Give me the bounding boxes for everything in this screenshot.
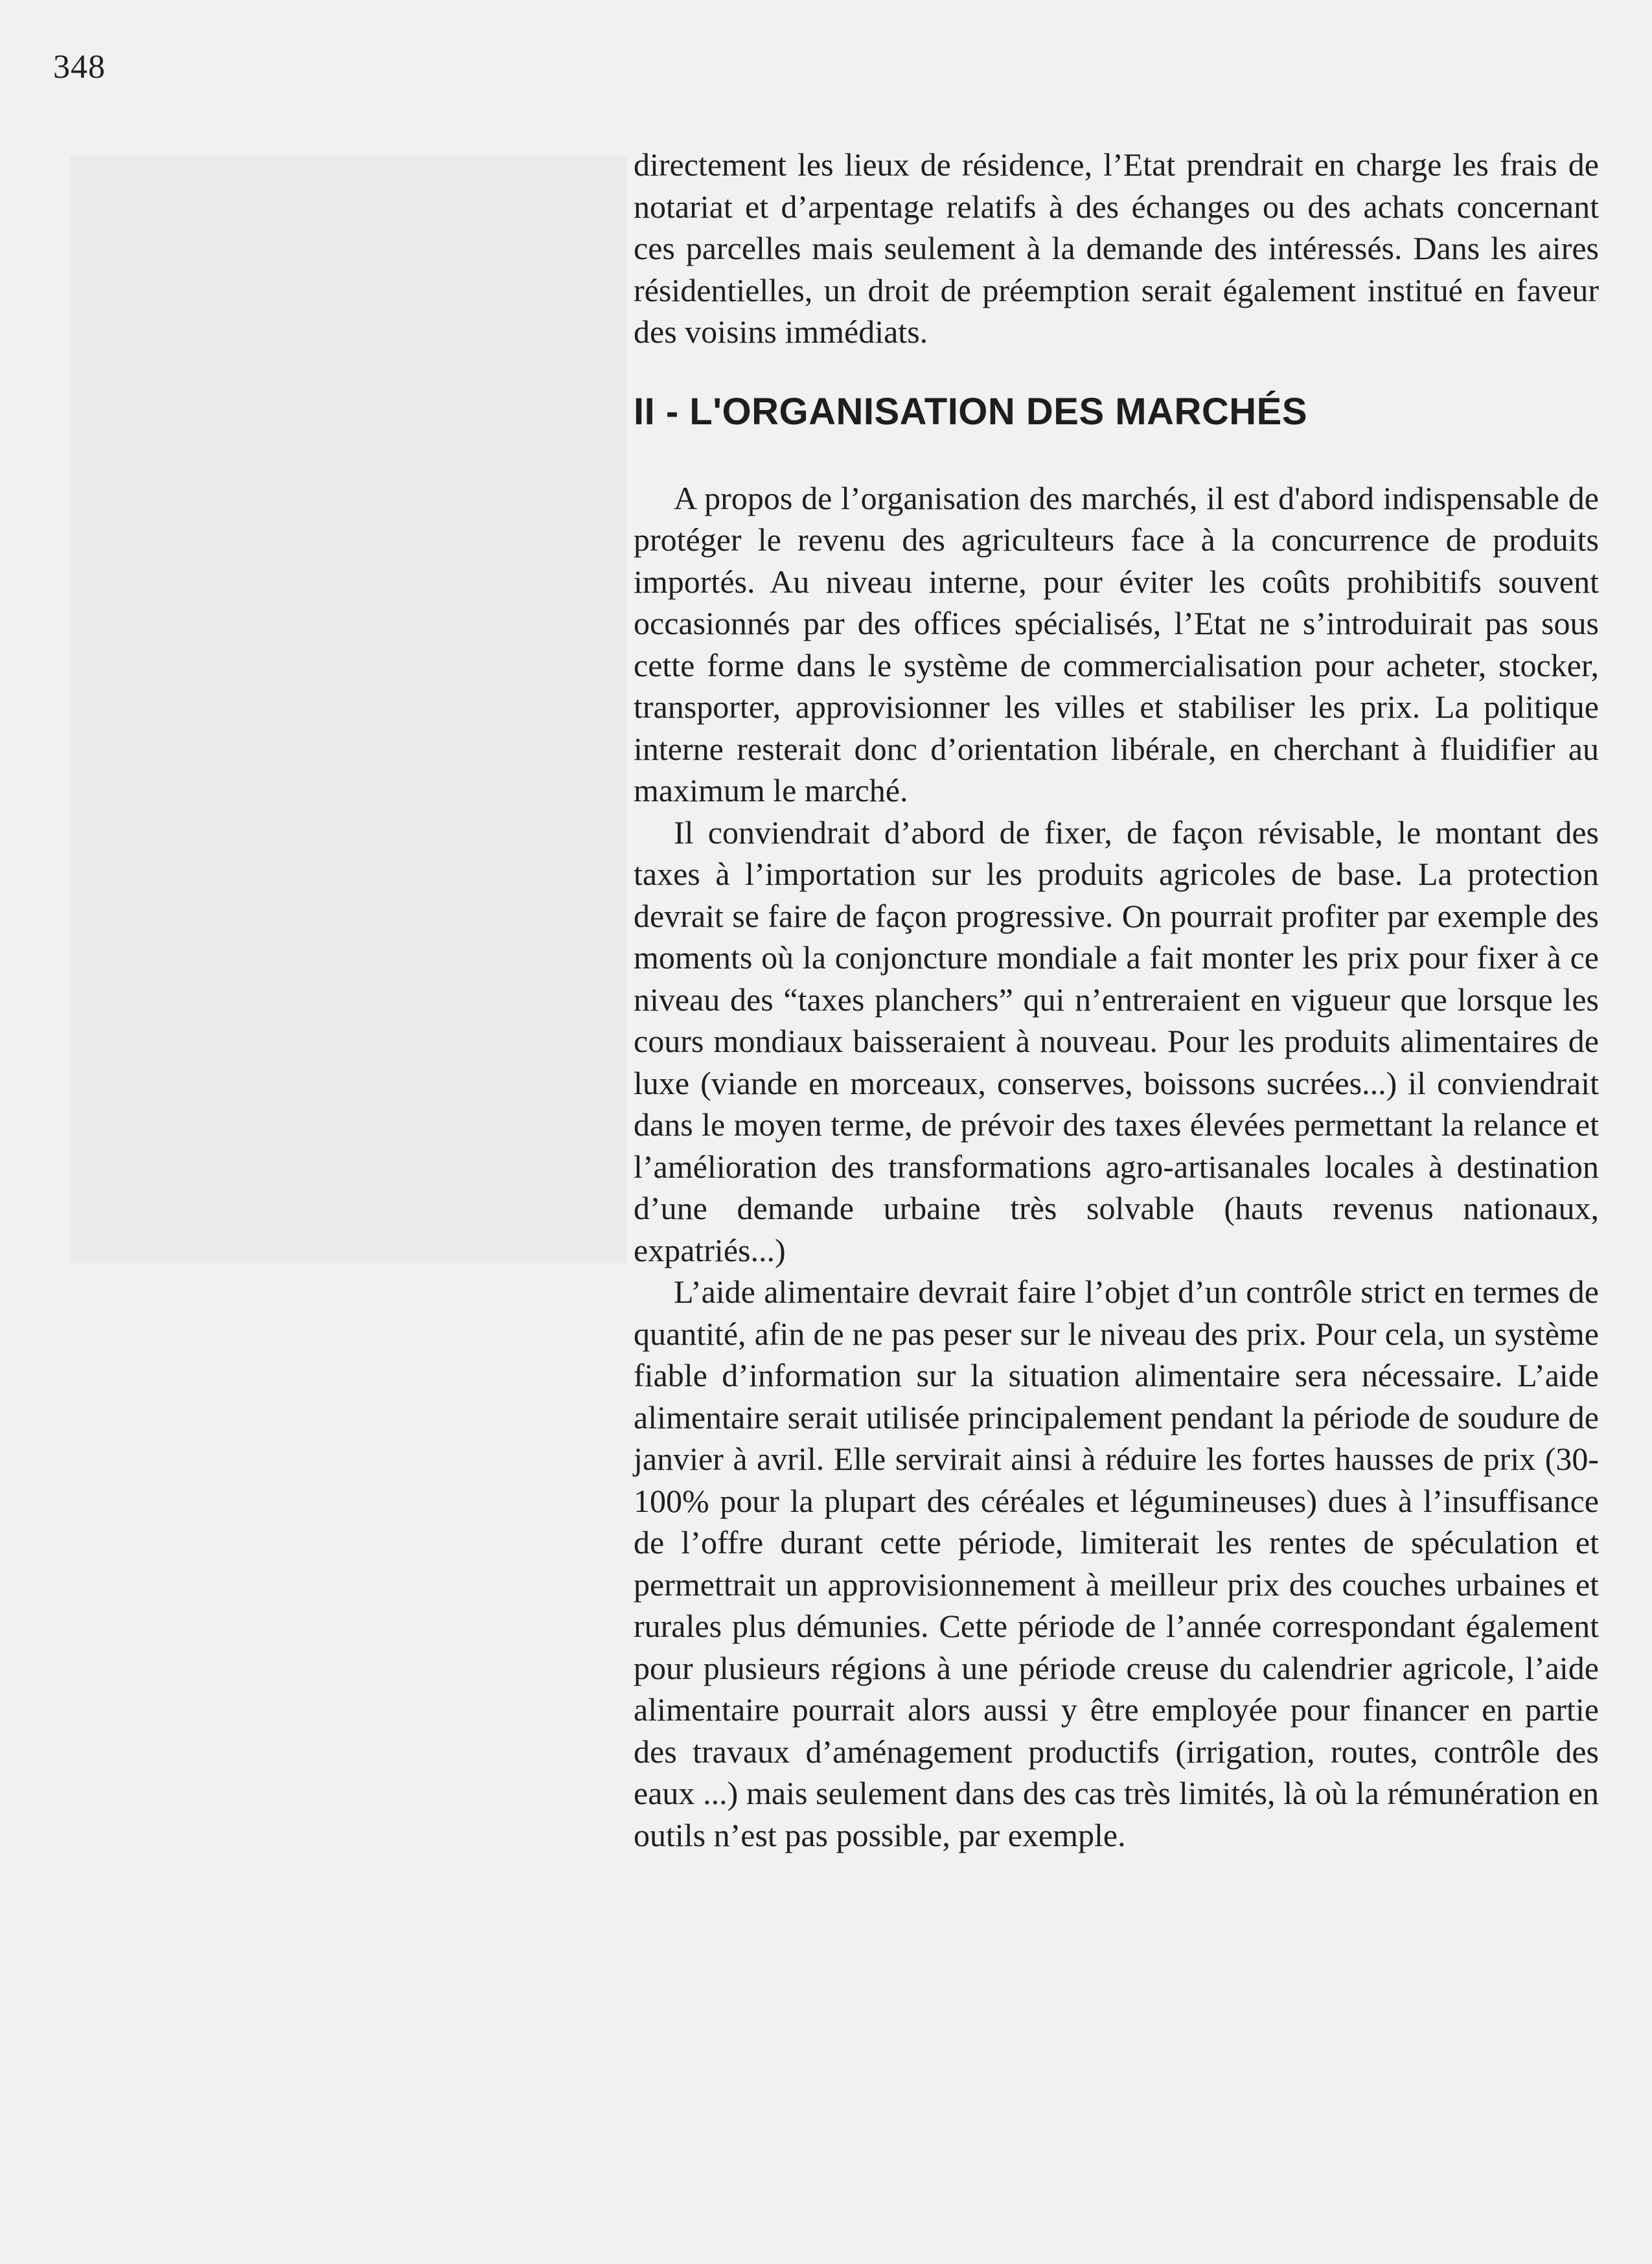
paragraph-markets: A propos de l’organisation des marchés, il est d'abord indispensable de protéger le revenu des agriculteurs face à la concurrence de produits importés. Au niveau interne, pour éviter les coûts prohibitifs souvent occasionnés par des offices spécialisés, l’Etat ne s’introduirait pas sous cette forme dans le système de commercialisation pour acheter, stocker, transporter, approvisionner les villes et stabiliser les prix. La politique interne resterait donc d’orientation libérale, en cherchant à fluidifier au maximum le marché. [634,479,1599,808]
page-number: 348 [53,49,106,86]
margin-shadow [70,155,627,1263]
paragraph-import-taxes: Il conviendrait d’abord de fixer, de façon révisable, le montant des taxes à l’importation sur les produits agricoles de base. La protection devrait se faire de façon progressive. On pourrait profiter par exemple des moments où la conjoncture mondiale a fait monter les prix pour fixer à ce niveau des “taxes planchers” qui n’entreraient en vigueur que lorsque les cours mondiaux baisseraient à nouveau. Pour les produits alimentaires de luxe (viande en morceaux, conserves, boissons sucrées...) il conviendrait dans le moyen terme, de prévoir des taxes élevées permettant la relance et l’amélioration des transformations agro-artisanales locales à destination d’une demande urbaine très solvable (hauts revenus nationaux, expatriés...) [634,814,1599,1268]
paragraph-food-aid: L’aide alimentaire devrait faire l’objet d’un contrôle strict en termes de quantité, afin de ne pas peser sur le niveau des prix. Pour cela, un système fiable d’information sur la situation alimentaire sera nécessaire. L’aide alimentaire serait utilisée principalement pendant la période de soudure de janvier à avril. Elle servirait ainsi à réduire les fortes hausses de prix (30-100% pour la plupart des céréales et légumineuses) dues à l’insuffisance de l’offre durant cette période, limiterait les rentes de spéculation et permettrait un approvisionnement à meilleur prix des couches urbaines et rurales plus démunies. Cette période de l’année correspondant également pour plusieurs régions à une période creuse du calendrier agricole, l’aide alimentaire pourrait alors aussi y être employée pour financer en partie des travaux d’aménagement productifs (irrigation, routes, contrôle des eaux ...) mais seulement dans des cas très limités, là où la rémunération en outils n’est pas possible, par exemple. [634,1274,1599,1853]
text-column [634,144,1599,1856]
section-heading: II - L'ORGANISATION DES MARCHÉS [634,390,1308,433]
intro-paragraph: directement les lieux de résidence, l’Etat prendrait en charge les frais de notariat et d’arpentage relatifs à des échanges ou des achats concernant ces parcelles mais seulement à la demande des intéressés. Dans les aires résidentielles, un droit de préemption serait également institué en faveur des voisins immédiats. [634,146,1599,350]
